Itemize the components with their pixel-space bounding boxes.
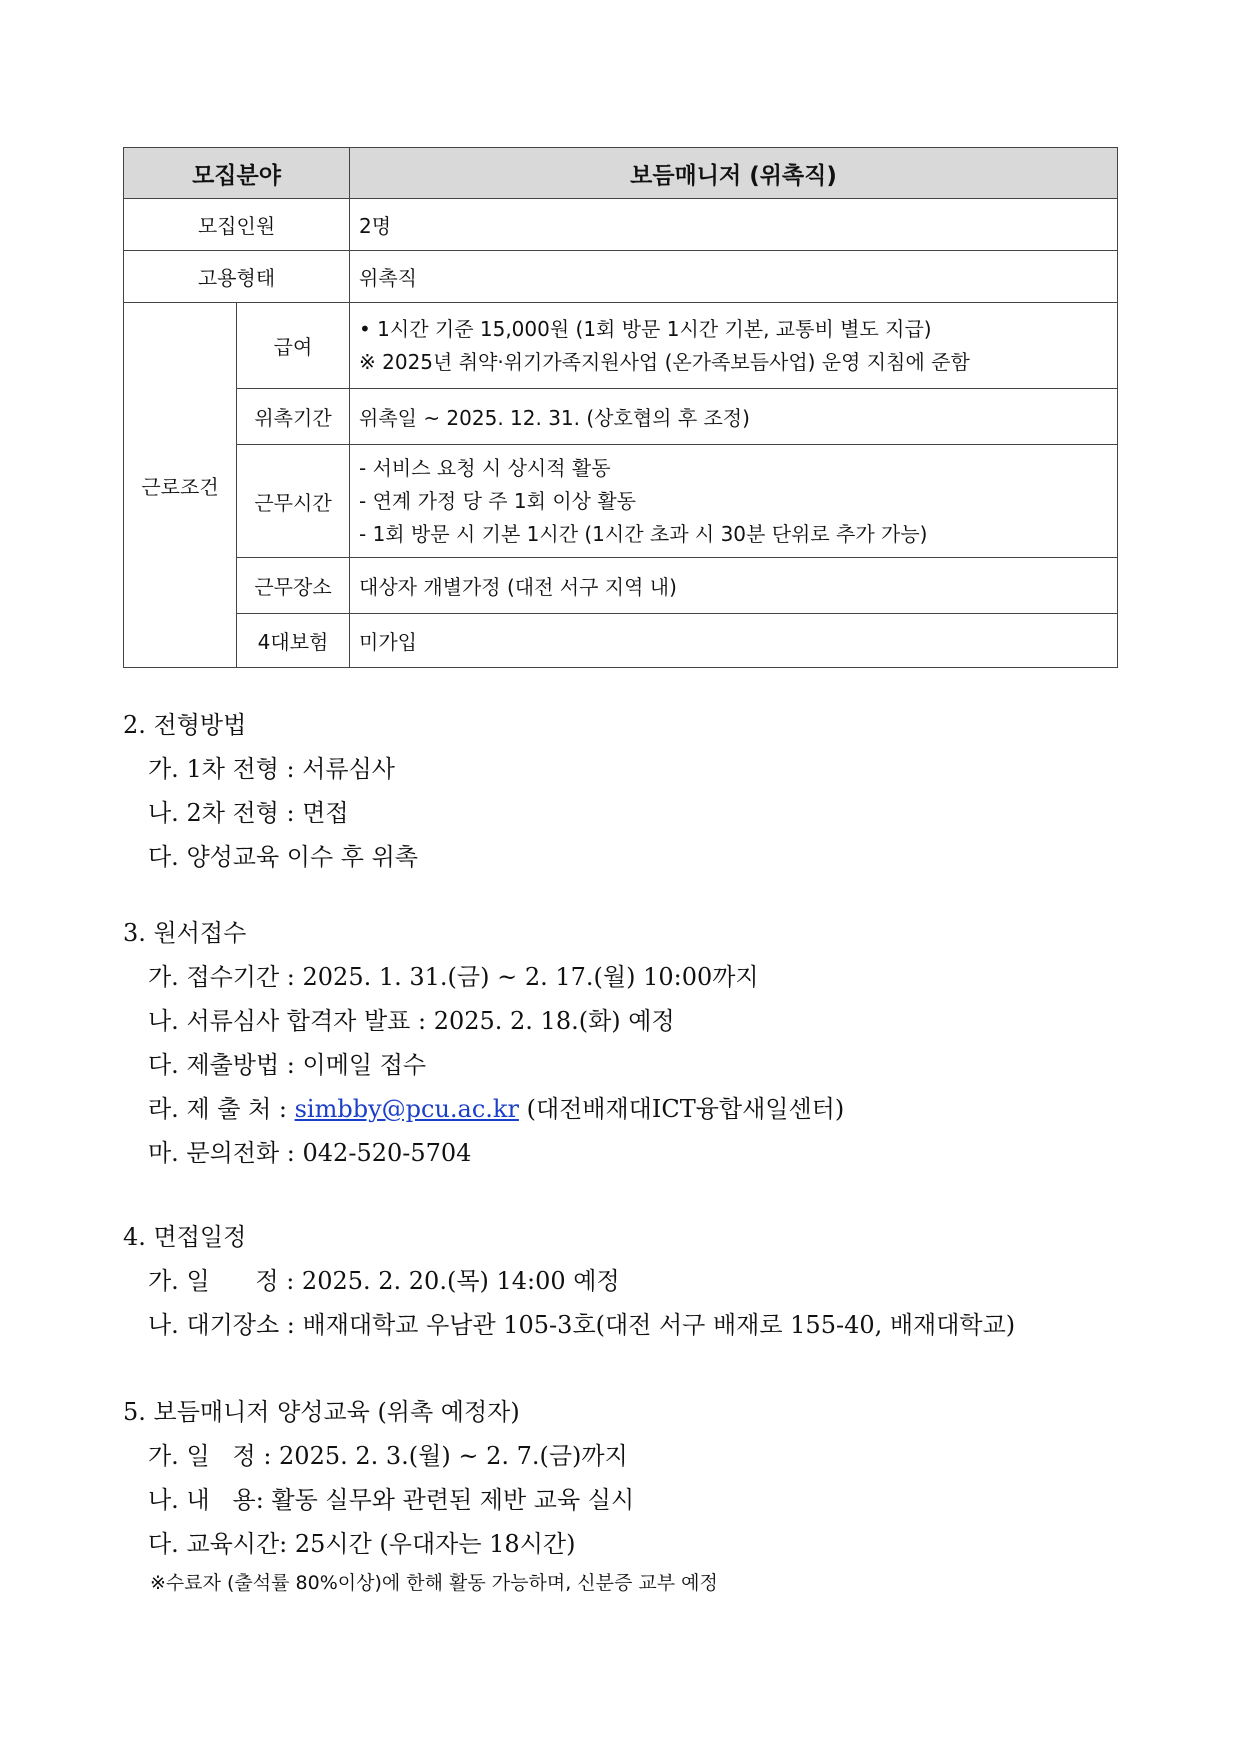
table-row xyxy=(124,445,1118,558)
pay-note: ※ 2025년 취약·위기가족지원사업 (온가족보듬사업) 운영 지침에 준함 xyxy=(359,349,970,374)
recruitment-table xyxy=(123,147,1118,668)
row-label-employment: 고용형태 xyxy=(124,251,350,303)
row-value-headcount: 2명 xyxy=(350,199,1118,251)
section-title: 2. 전형방법 xyxy=(123,711,247,739)
table-row xyxy=(124,614,1118,668)
list-item: 나. 대기장소 : 배재대학교 우남관 105-3호(대전 서구 배재로 155-40, 배재대학교) xyxy=(148,1311,1016,1339)
list-item: 마. 문의전화 : 042-520-5704 xyxy=(148,1139,472,1167)
hours-line: - 1회 방문 시 기본 1시간 (1시간 초과 시 30분 단위로 추가 가능) xyxy=(359,521,928,546)
interview-section xyxy=(123,1215,1123,1347)
table-row xyxy=(124,251,1118,303)
hours-line: - 연계 가정 당 주 1회 이상 활동 xyxy=(359,488,636,513)
list-item: 나. 내 용: 활동 실무와 관련된 제반 교육 실시 xyxy=(148,1486,635,1514)
pay-label: 급여 xyxy=(237,303,350,389)
list-item: 다. 양성교육 이수 후 위촉 xyxy=(148,843,418,871)
header-label: 모집분야 xyxy=(124,148,350,199)
section-title: 3. 원서접수 xyxy=(123,919,247,947)
place-value: 대상자 개별가정 (대전 서구 지역 내) xyxy=(350,558,1118,614)
training-section xyxy=(123,1390,1123,1600)
section-title: 4. 면접일정 xyxy=(123,1223,247,1251)
table-header-row xyxy=(124,148,1118,199)
application-section xyxy=(123,911,1123,1175)
list-item: 다. 교육시간: 25시간 (우대자는 18시간) xyxy=(148,1530,576,1558)
hours-value xyxy=(350,445,1118,558)
submit-prefix: 라. 제 출 처 : xyxy=(148,1095,287,1123)
section-title: 5. 보듬매니저 양성교육 (위촉 예정자) xyxy=(123,1398,520,1426)
hours-label: 근무시간 xyxy=(237,445,350,558)
table-row xyxy=(124,558,1118,614)
hours-line: - 서비스 요청 시 상시적 활동 xyxy=(359,455,611,480)
list-item: 나. 2차 전형 : 면접 xyxy=(148,799,349,827)
list-item: 가. 1차 전형 : 서류심사 xyxy=(148,755,395,783)
submit-suffix: (대전배재대ICT융합새일센터) xyxy=(526,1095,845,1123)
list-item: 다. 제출방법 : 이메일 접수 xyxy=(148,1051,427,1079)
table-row xyxy=(124,199,1118,251)
conditions-group-label: 근로조건 xyxy=(124,303,237,668)
pay-line: • 1시간 기준 15,000원 (1회 방문 1시간 기본, 교통비 별도 지급) xyxy=(359,316,932,341)
pay-value xyxy=(350,303,1118,389)
table-row xyxy=(124,303,1118,389)
list-item: 가. 일 정 : 2025. 2. 20.(목) 14:00 예정 xyxy=(148,1267,620,1295)
row-value-employment: 위촉직 xyxy=(350,251,1118,303)
list-item: 나. 서류심사 합격자 발표 : 2025. 2. 18.(화) 예정 xyxy=(148,1007,675,1035)
selection-method-section xyxy=(123,703,1123,879)
insurance-value: 미가입 xyxy=(350,614,1118,668)
list-item: 가. 일 정 : 2025. 2. 3.(월) ~ 2. 7.(금)까지 xyxy=(148,1442,628,1470)
place-label: 근무장소 xyxy=(237,558,350,614)
period-value: 위촉일 ~ 2025. 12. 31. (상호협의 후 조정) xyxy=(350,389,1118,445)
submit-line xyxy=(123,1087,1123,1131)
period-label: 위촉기간 xyxy=(237,389,350,445)
list-item: 가. 접수기간 : 2025. 1. 31.(금) ~ 2. 17.(월) 10:00까지 xyxy=(148,963,759,991)
header-value: 보듬매니저 (위촉직) xyxy=(350,148,1118,199)
insurance-label: 4대보험 xyxy=(237,614,350,668)
training-note: ※수료자 (출석률 80%이상)에 한해 활동 가능하며, 신분증 교부 예정 xyxy=(150,1572,718,1594)
table-row xyxy=(124,389,1118,445)
row-label-headcount: 모집인원 xyxy=(124,199,350,251)
email-link[interactable]: simbby@pcu.ac.kr xyxy=(294,1095,519,1123)
